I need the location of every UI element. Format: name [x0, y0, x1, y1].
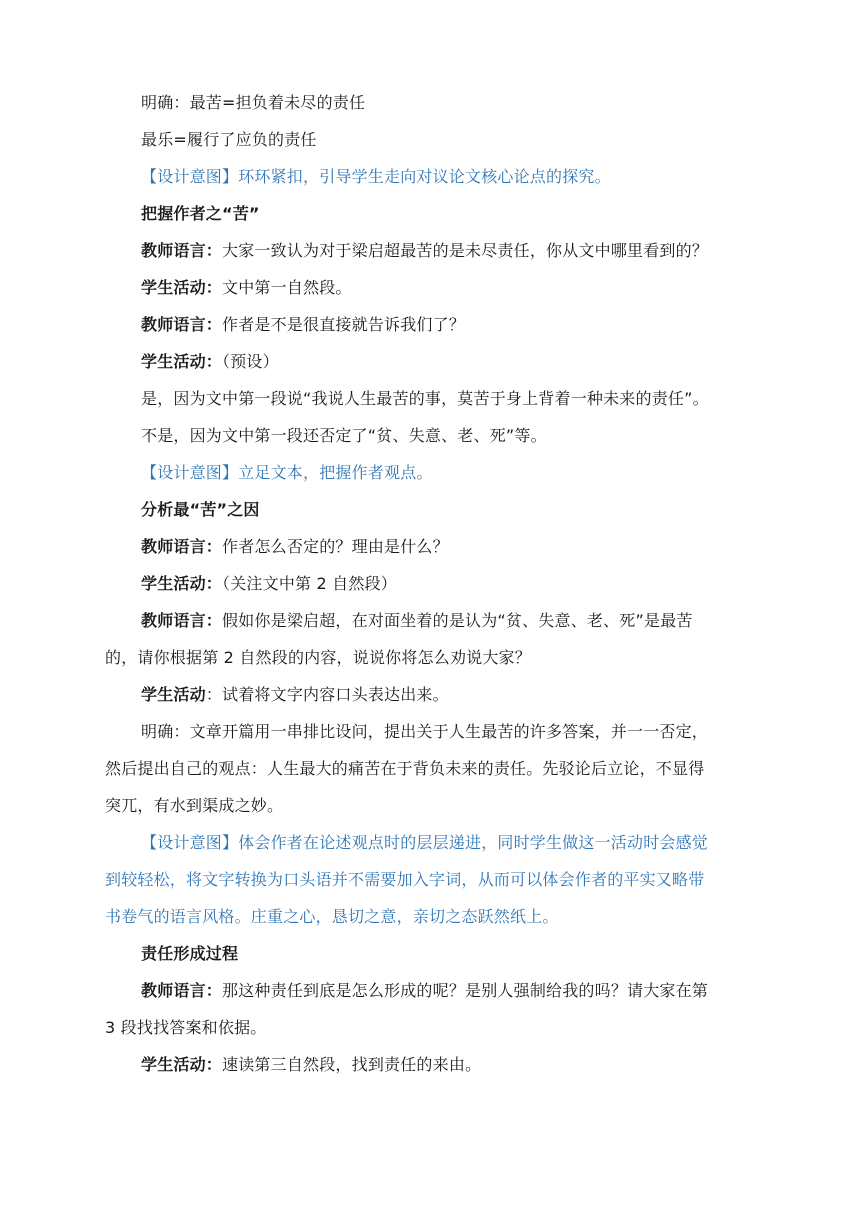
- speaker-label: 学生活动：: [141, 352, 223, 371]
- speaker-label: 学生活动：: [141, 278, 223, 297]
- speaker-label: 学生活动：: [141, 1055, 223, 1074]
- speaker-label: 学生活动: [141, 685, 206, 704]
- design-intent-note: 书卷气的语言风格。庄重之心，恳切之意，亲切之态跃然纸上。: [105, 907, 559, 926]
- dialog-text: 作者怎么否定的？理由是什么？: [222, 537, 449, 556]
- dialog-text: （关注文中第 2 自然段）: [222, 574, 397, 593]
- dialog-text: 假如你是梁启超，在对面坐着的是认为“贫、失意、老、死”是最苦: [222, 611, 693, 630]
- section-heading: 分析最“苦”之因: [141, 500, 260, 519]
- dialog-text: 速读第三自然段，找到责任的来由。: [222, 1055, 482, 1074]
- dialog-text: 那这种责任到底是怎么形成的呢？是别人强制给我的吗？请大家在第: [222, 981, 709, 1000]
- design-intent-note: 到较轻松，将文字转换为口头语并不需要加入字词，从而可以体会作者的平实又略带: [105, 870, 705, 889]
- design-intent-note: 【设计意图】体会作者在论述观点时的层层递进，同时学生做这一活动时会感觉: [141, 833, 709, 852]
- text-line: 3 段找找答案和依据。: [105, 1018, 267, 1037]
- dialog-line: [141, 610, 693, 632]
- dialog-text: 大家一致认为对于梁启超最苦的是未尽责任，你从文中哪里看到的？: [222, 241, 709, 260]
- dialog-text: 文中第一自然段。: [222, 278, 352, 297]
- text-line: 明确：最苦=担负着未尽的责任: [141, 93, 366, 112]
- text-line: 突兀，有水到渠成之妙。: [105, 796, 284, 815]
- speaker-label: 教师语言：: [141, 537, 223, 556]
- text-line: 的，请你根据第 2 自然段的内容，说说你将怎么劝说大家？: [105, 648, 531, 667]
- speaker-label: 学生活动：: [141, 574, 223, 593]
- speaker-label: 教师语言：: [141, 611, 223, 630]
- dialog-line: [141, 684, 449, 706]
- dialog-line: [141, 980, 708, 1002]
- speaker-label: 教师语言：: [141, 241, 223, 260]
- dialog-line: [141, 277, 352, 299]
- dialog-line: [141, 573, 397, 595]
- dialog-line: [141, 536, 449, 558]
- dialog-text: （预设）: [222, 352, 279, 371]
- speaker-label: 教师语言：: [141, 315, 223, 334]
- dialog-line: [141, 314, 465, 336]
- text-line: 明确：文章开篇用一串排比设问，提出关于人生最苦的许多答案，并一一否定，: [141, 722, 709, 741]
- design-intent-note: 【设计意图】环环紧扣，引导学生走向对议论文核心论点的探究。: [141, 167, 611, 186]
- dialog-line: [141, 1054, 481, 1076]
- dialog-text: 作者是不是很直接就告诉我们了？: [222, 315, 466, 334]
- text-line: 是，因为文中第一段说“我说人生最苦的事，莫苦于身上背着一种未来的责任”。: [141, 389, 709, 408]
- design-intent-note: 【设计意图】立足文本，把握作者观点。: [141, 463, 433, 482]
- section-heading: 把握作者之“苦”: [141, 204, 260, 223]
- dialog-text: ：试着将文字内容口头表达出来。: [205, 685, 449, 704]
- text-line: 不是，因为文中第一段还否定了“贫、失意、老、死”等。: [141, 426, 547, 445]
- text-line: 最乐=履行了应负的责任: [141, 130, 317, 149]
- speaker-label: 教师语言：: [141, 981, 223, 1000]
- dialog-line: [141, 351, 279, 373]
- text-line: 然后提出自己的观点：人生最大的痛苦在于背负未来的责任。先驳论后立论，不显得: [105, 759, 705, 778]
- section-heading: 责任形成过程: [141, 944, 239, 963]
- dialog-line: [141, 240, 708, 262]
